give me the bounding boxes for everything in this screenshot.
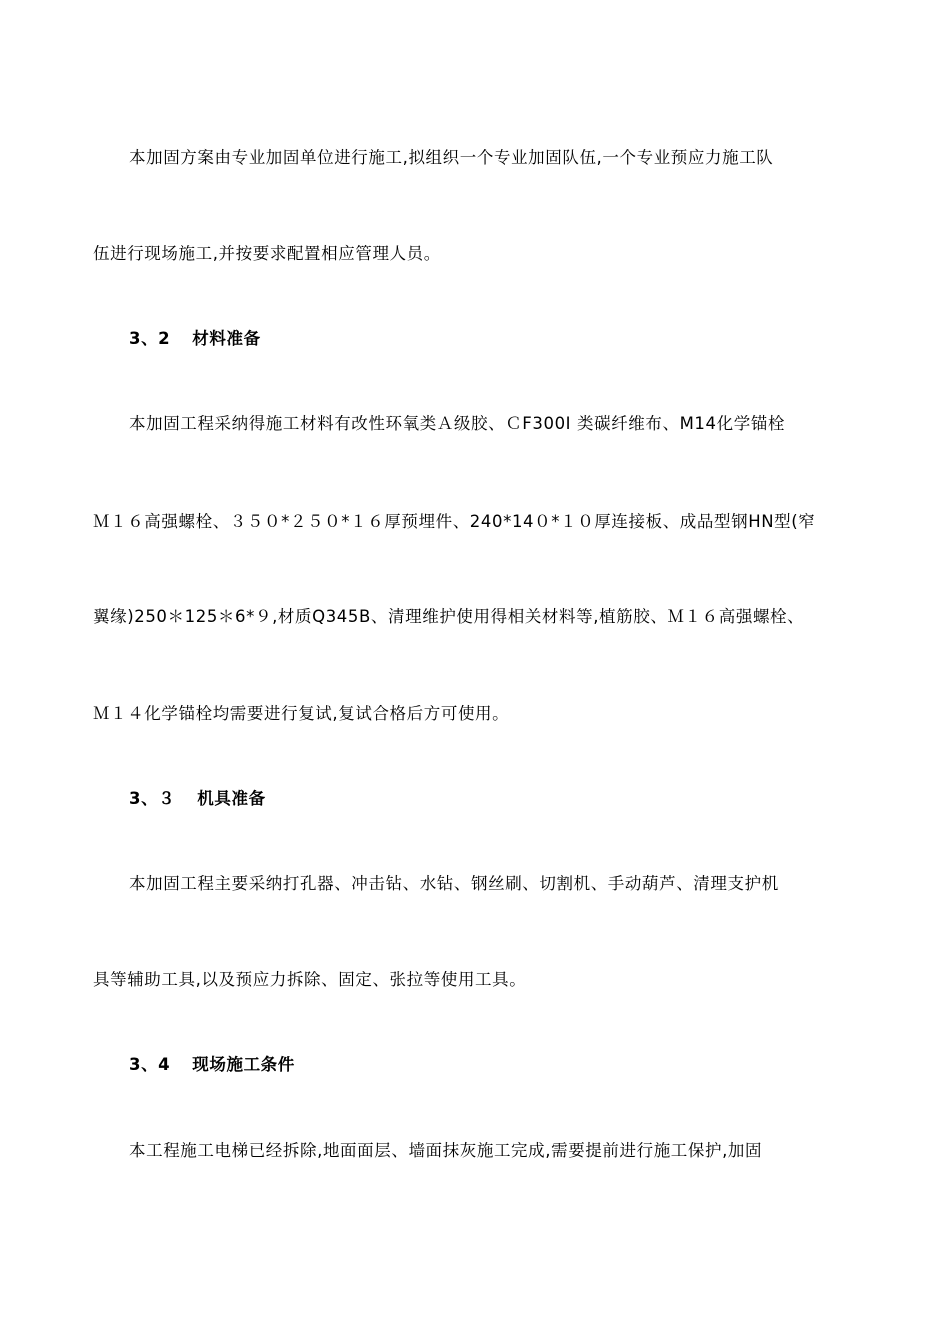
paragraph-line: Ｍ１６高强螺栓、３５０*２５０*１６厚预埋件、240*14０*１０厚连接板、成品型钢HN型(窄 — [93, 512, 816, 531]
paragraph-line: 具等辅助工具,以及预应力拆除、固定、张拉等使用工具。 — [93, 970, 527, 989]
paragraph-line: Ｍ１４化学锚栓均需要进行复试,复试合格后方可使用。 — [93, 704, 510, 723]
section-heading — [129, 788, 266, 810]
paragraph-line: 本加固工程主要采纳打孔器、冲击钻、水钻、钢丝刷、切割机、手动葫芦、清理支护机 — [129, 874, 779, 893]
section-heading — [129, 1054, 295, 1076]
paragraph-line: 本加固方案由专业加固单位进行施工,拟组织一个专业加固队伍,一个专业预应力施工队 — [129, 148, 774, 167]
section-heading — [129, 328, 261, 350]
section-title: 材料准备 — [192, 329, 261, 348]
paragraph-line: 伍进行现场施工,并按要求配置相应管理人员。 — [93, 244, 441, 263]
section-title: 机具准备 — [197, 789, 266, 808]
section-number: 3、2 — [129, 329, 171, 348]
paragraph-line: 本加固工程采纳得施工材料有改性环氧类Ａ级胶、ＣF300Ⅰ 类碳纤维布、M14化学锚栓 — [129, 414, 786, 433]
section-number: 3、３ — [129, 789, 176, 808]
paragraph-line: 翼缘)250＊125＊6*９,材质Q345B、清理维护使用得相关材料等,植筋胶、Ｍ１６高强螺栓、 — [93, 607, 805, 626]
paragraph-line: 本工程施工电梯已经拆除,地面面层、墙面抹灰施工完成,需要提前进行施工保护,加固 — [129, 1141, 763, 1160]
section-title: 现场施工条件 — [192, 1055, 295, 1074]
section-number: 3、4 — [129, 1055, 171, 1074]
